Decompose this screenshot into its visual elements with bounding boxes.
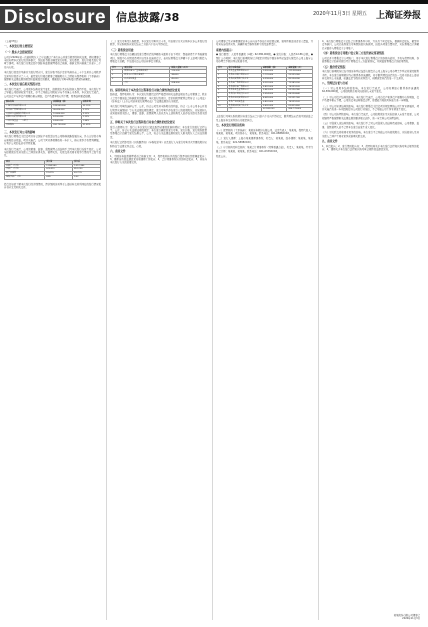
column-divider (106, 40, 107, 620)
announcement-signature (394, 614, 420, 620)
table-cell: 7 (217, 93, 228, 97)
body-paragraph: 本次发行的定价基准日为发行期首日，发行价格不低于定价基准日前二十个交易日公司股票交易均价的百分之八十。最终发行价格由董事会根据股东大会授权与保荐机构（主承销商）按照相关法律法规的规定和监管部门的要求，根据发行对象申购报价情况协商确定。 (4, 71, 101, 82)
body-paragraph: 1、验资报告；2、发行情况报告书；3、保荐机构关于本次发行过程和认购对象合规性的报告；4、律师关于本次发行过程和认购对象合规性的法律意见书。 (322, 144, 419, 151)
table-cell: 9.11% (81, 108, 100, 112)
table-cell: 5 (217, 85, 228, 89)
table-row (111, 81, 207, 85)
table-cell: 6 (217, 89, 228, 93)
body-paragraph: 投资者如欲了解本次发行的详细情况，请仔细阅读刊登于上海证券交易所网站的发行情况报告书全文及相关文件。 (4, 182, 101, 190)
table-header-cell: 持股比例 (81, 101, 100, 105)
table-cell: 资产负债率 (5, 172, 45, 176)
text-column-1 (4, 40, 101, 620)
table-cell: 智能制造生产基地建设项目 (123, 70, 170, 74)
table-cell: 74,999,520 (287, 100, 313, 104)
table-cell (111, 81, 123, 85)
section-heading: 三、本次发行对公司的影响 (4, 130, 36, 134)
table-cell: 香港中央结算有限公司 (5, 116, 52, 120)
table-cell: 某某投资管理合伙企业 (227, 78, 261, 82)
body-paragraph: （三）审计机构及验资机构：某某会计师事务所（特殊普通合伙）。负责人：某某某。签字注册会计师：某某某、某某某。联系电话：021-6333XXXX。 (216, 146, 313, 153)
table-cell: 某某资产管理有限公司 (227, 81, 261, 85)
table-cell: 全国社保基金一一八组合 (5, 120, 52, 124)
table-cell: 10 (217, 104, 228, 108)
table-cell: 51.65% (81, 124, 100, 128)
table-header-cell: 序号 (111, 66, 123, 70)
table-cell: 2 (217, 74, 228, 78)
body-paragraph: 本次发行过程涉及的《认购邀请书》《申购报价单》以及发行人与发行对象正式签署的股份认购协议等法律文件合法、有效。 (110, 141, 207, 148)
table-row (217, 78, 313, 82)
table-cell (217, 108, 228, 112)
table-cell: 6,220,000 (261, 81, 286, 85)
table-cell: 中国证券金融股份有限公司 (5, 112, 52, 116)
masthead-top-bar (0, 0, 428, 4)
text-column-4 (322, 40, 419, 620)
body-paragraph: 特此公告。 (216, 155, 228, 159)
table-row (5, 105, 101, 109)
table-cell: 3 (111, 78, 123, 82)
table-cell: 研发中心升级改造项目 (123, 74, 170, 78)
section-heading: 五、律师关于本次发行过程和发行对象合规性的结论意见 (110, 121, 175, 125)
body-paragraph: 本次发行募集资金总额扣除发行费用后的净额将全部用于以下项目：智能制造生产基地建设项目、研发中心升级改造项目以及补充流动资金。若实际募集资金净额少于上述项目拟投入募集资金总额，不足部分由公司以自筹资金解决。 (110, 53, 207, 64)
section-heading: （四）募集资金专用账户设立和三方监管协议签署情况 (322, 52, 385, 56)
table-cell: 2.23% (81, 116, 100, 120)
section-heading: 二、本次发行前后相关情况对比 (4, 83, 41, 87)
column-divider (318, 40, 319, 620)
table-cell: 12,860,000 (52, 112, 82, 116)
body-paragraph: （二）发行人律师：上海市某某律师事务所。负责人：某某某。经办律师：某某某、某某某。联系电话：021-5888XXXX。 (216, 137, 313, 144)
table-cell: 3 (217, 78, 228, 82)
table-cell: 6,540,000 (52, 120, 82, 124)
table-header-cell: 持股数量（股） (52, 101, 82, 105)
body-paragraph: 上述发行对象认购的股份自发行结束之日起六个月内不得转让，限售期结束后按中国证监会及上海证券交易所的有关规定执行。 (216, 115, 313, 122)
table-row (217, 97, 313, 101)
table-cell: 某某私募基金管理公司 (227, 89, 261, 93)
table-cell: 合计 (123, 81, 170, 85)
table-cell: 74,999,520 (287, 85, 313, 89)
table-cell: 208,600 (170, 81, 207, 85)
section-heading: （五）股份登记情况 (322, 65, 346, 69)
signature-company: 某某股份有限公司董事会 (393, 614, 420, 617)
table-cell: 89,994,280 (287, 78, 313, 82)
table-row (217, 93, 313, 97)
table-cell: 9 (217, 100, 228, 104)
table-cell: 某某创业投资有限公司 (227, 97, 261, 101)
table-cell: 1 (111, 70, 123, 74)
table-cell: 某某产业投资基金 (227, 100, 261, 104)
table-cell: 64,994,440 (287, 93, 313, 97)
table-cell: 2 (111, 74, 123, 78)
table-cell: 36,420,000 (52, 108, 82, 112)
table-cell: 8 (217, 97, 228, 101)
body-paragraph: （二）发行对象及认购数量。本次发行对象共计十名，均以现金方式认购本次非公开发行的股票，所认购股份自发行结束之日起六个月内不得转让。 (110, 40, 207, 47)
table-cell: 5,430,000 (261, 104, 286, 108)
table-cell: 某某基金管理有限公司 (227, 70, 261, 74)
table-cell: 总资产（万元） (5, 164, 45, 168)
body-paragraph: （上接37版） (4, 40, 19, 43)
table-header-cell: 获配金额（元） (287, 66, 313, 70)
table-cell: 804,778,800 (287, 108, 313, 112)
section-heading: （一）股东大会授权情况 (4, 51, 33, 54)
table-cell: 其他股东 (5, 124, 52, 128)
table-row (217, 81, 313, 85)
table-cell: 5,443,000 (261, 89, 286, 93)
section-heading: 重要内容提示： (216, 48, 235, 52)
issue-date: 2020年11月3日 星期五 (313, 11, 367, 17)
data-table (110, 66, 207, 86)
table-cell: 5.62 (73, 176, 101, 180)
body-paragraph: 发行人律师认为：发行人本次发行已依法取得必要的批准和授权；本次发行的发行过程公平、公正，符合有关法律法规的规定；本次发行确定的发行对象、发行价格、发行股份数量及募集资金总额等发行结果公平、公正，符合有关法律法规和发行人相关股东大会决议的规定。 (110, 125, 207, 139)
table-row (217, 100, 313, 104)
table-cell: 上海某某投资有限公司 (5, 105, 52, 109)
table-row (5, 176, 101, 180)
masthead (0, 0, 428, 36)
table-cell: 128,500,000 (52, 105, 82, 109)
section-heading: 七、本次发行的相关机构 (216, 124, 245, 127)
text-column-3 (216, 40, 313, 620)
table-cell: 9,330,000 (261, 70, 286, 74)
table-cell: 7,776,000 (261, 74, 286, 78)
body-paragraph: （六）对关联交易和同业竞争的影响。本次发行不会导致公司与控股股东、实际控制人及其关联人之间产生同业竞争或新增关联交易。 (322, 131, 419, 138)
body-paragraph: （一）对公司股本结构的影响。本次发行完成后，公司将增加有限售条件流通股62,580,000股，公司控股股东和实际控制人未发生变化。 (322, 87, 419, 94)
body-paragraph: 经核查，保荐机构认为：本次发行的组织过程严格遵守相关法律法规以及公司董事会、股东大会及中国证监会核准批复的要求；本次发行的竞价、定价和股票配售过程符合《公司法》《证券法》《上市公司证券发行管理办法》等法律法规的有关规定。 (110, 93, 207, 104)
table-header-cell: 发行后 (73, 160, 101, 164)
table-cell: 8,930,000 (52, 116, 82, 120)
section-heading: 一、本次发行的主要情况 (4, 45, 33, 49)
body-paragraph: （四）对公司治理的影响。本次发行完成后，公司控股股东及实际控制人未发生变更，公司将继续严格按照相关法律法规的要求规范运作，进一步完善公司治理结构。 (322, 113, 419, 120)
table-cell: 38,600 (170, 74, 207, 78)
table-cell: 某某证券股份有限公司 (227, 74, 261, 78)
newspaper-name: 上海证券报 (376, 11, 422, 21)
table-header-cell: 发行对象名称 (227, 66, 261, 70)
table-cell: 每股净资产（元） (5, 176, 45, 180)
body-paragraph: 本次发行对象的选择公平、公正，符合公司及其全体股东的利益，符合《上市公司非公开发行股票实施细则》等有关法律法规的规定。发行对象不存在发行人的控股股东、实际控制人或其控制的关联人、董事、监事、高级管理人员以及与上述机构及人员存在关联关系的关联方。 (110, 105, 207, 119)
table-cell: 合计 (227, 108, 261, 112)
masthead-rule (0, 32, 428, 33)
table-cell: 51.47% (45, 172, 73, 176)
table-cell: 99,999,360 (287, 74, 313, 78)
table-cell: 32.15% (81, 105, 100, 109)
signature-date: 2020年11月3日 (402, 617, 420, 620)
table-row (5, 108, 101, 112)
table-cell: 59,991,900 (287, 97, 313, 101)
body-paragraph: 本次发行募集资金投资项目符合国家产业政策以及公司整体战略发展方向，具有良好的市场前景和经济效益。项目实施后，公司主营业务规模将进一步扩大，核心竞争力将得到增强，有利于公司的长远可持续发展。 (4, 135, 101, 146)
table-cell: 851,230 (73, 168, 101, 172)
body-paragraph: 公司已开立募集资金专项账户，用于本次发行募集资金的存储与使用，并将与保荐机构、存放募集资金的商业银行签订募集资金三方监管协议，共同监督募集资金的使用情况。 (322, 56, 419, 64)
table-cell: 4 (217, 81, 228, 85)
table-cell: 6,998,000 (261, 78, 286, 82)
table-cell: 净资产（万元） (5, 168, 45, 172)
section-heading: （三）募集资金用途 (110, 48, 134, 52)
data-table (4, 100, 101, 128)
data-table (216, 66, 313, 113)
text-column-2 (110, 40, 207, 620)
table-header-cell: 拟投入金额（万元） (170, 66, 207, 70)
body-paragraph: 公司董事会及全体董事保证本公告内容不存在任何虚假记载、误导性陈述或者重大遗漏，并对其内容的真实性、准确性和完整性承担个别及连带责任。 (216, 40, 313, 47)
table-cell: 补充流动资金 (123, 78, 170, 82)
table-cell: 1.64% (81, 120, 100, 124)
table-cell: 206,750,000 (52, 124, 82, 128)
body-paragraph: 1、中国证券监督管理委员会核准文件；2、保荐机构出具的发行保荐书和尽职调查报告；3、律师出具的法律意见书和律师工作报告；4、会计师事务所出具的验资报告；5、其他与本次发行有关的重要文件。 (110, 154, 207, 165)
table-cell: 623,410 (45, 168, 73, 172)
table-header-cell: 获配股数（股） (261, 66, 286, 70)
body-paragraph: 本次发行完成后，公司的董事、监事、高级管理人员结构不会因本次发行而发生变化。公司与控股股东及其关联人之间的业务关系、管理关系、关联交易及同业竞争等情况不会发生变化。 (4, 147, 101, 158)
body-paragraph: 本次发行新增股份已在中国证券登记结算有限责任公司上海分公司办理完毕登记托管及限售手续。本次发行新增股份为有限售条件流通股，将于限售期届满后的次一交易日起在上海证券交易所上市流通，如遇法定节假日或休息日，则顺延至其后的第一个交易日。 (322, 70, 419, 81)
table-row (5, 120, 101, 124)
table-cell: 5,054,000 (261, 93, 286, 97)
table-cell: 1 (217, 70, 228, 74)
section-heading: 九、备查文件 (322, 139, 338, 143)
body-paragraph: 公司于2020年第一次临时股东大会审议通过了本次非公开发行股票的相关议案，授权董事会全权办理本次发行的具体事宜，包括但不限于确定发行时机、发行数量、发行价格及发行对象等事项。本次发行方案已经中国证券监督管理委员会核准，核准文件自核准之日起十二个月内有效。 (4, 55, 101, 69)
table-cell: 69,996,980 (287, 89, 313, 93)
table-cell: 69,829,800 (287, 104, 313, 108)
section-heading: 六、备查文件 (110, 150, 126, 154)
disclosure-logo: Disclosure (0, 6, 110, 30)
body-paragraph: （一）保荐机构（主承销商）：某某证券股份有限公司。法定代表人：某某某。保荐代表人：某某某、某某某。项目协办人：某某某。联系电话：021-6888XXXX。 (216, 128, 313, 135)
table-header-cell: 股东名称 (5, 101, 52, 105)
table-cell: 5,832,000 (261, 85, 286, 89)
table-cell: 79,989,200 (287, 81, 313, 85)
body-paragraph: 4、本次发行募集资金已经会计师事务所审验，并出具了验资报告。根据验资报告，截至验资基准日，公司已收到发行对象缴纳的认购款项，扣除各项发行费用后，实际募集资金净额已全部存入募集资金专用账户。 (322, 40, 419, 50)
table-header-cell: 项目名称 (123, 66, 170, 70)
table-row (217, 74, 313, 78)
table-cell: 某某股权投资合伙企业 (227, 104, 261, 108)
section-title: 信息披露/38 (116, 11, 180, 24)
table-header-cell: 发行前 (45, 160, 73, 164)
body-paragraph: 本次发行完成后，公司股本结构将发生变化，控股股东及实际控制人保持不变。本次发行不会导致公司控制权发生变化，亦不会导致公司股权分布不具备上市条件。本次发行完成后，公司总资产与净资产规模将相应增加，资产负债率将有所下降，财务结构更趋稳健。 (4, 88, 101, 98)
table-cell: 45,000 (170, 78, 207, 82)
table-cell: 62,580,000 (261, 108, 286, 112)
table-header-cell: 项目 (5, 160, 45, 164)
table-cell: 125,000 (170, 70, 207, 74)
section-heading: 八、管理层讨论与分析 (322, 82, 348, 86)
table-cell: 4.85 (45, 176, 73, 180)
table-cell: 某某信托有限责任公司 (227, 93, 261, 97)
table-cell: 1,512,380 (73, 164, 101, 168)
table-cell: 43.72% (73, 172, 101, 176)
table-cell: 1,284,560 (45, 164, 73, 168)
body-paragraph: （二）对公司资产结构的影响。本次发行完成后，公司总资产和净资产规模均有所增加，资产负债率相应下降，公司的资本结构更趋合理，偿债能力和抗风险能力进一步增强。 (322, 95, 419, 103)
table-cell: 3.22% (81, 112, 100, 116)
table-cell: 某某保险资产管理公司 (227, 85, 261, 89)
body-paragraph: ● 发行数量：人民币普通股（A股）62,580,000股。● 发行价格：人民币12.86元/股。● 预计上市时间：本次发行新增股份已于规定日期在中国证券登记结算有限责任公司上海分公司办理完毕股份登记托管手续。 (216, 53, 313, 64)
section-heading: 四、保荐机构关于本次发行过程和发行对象合规性的结论意见 (110, 88, 181, 92)
table-cell: 5,832,000 (261, 100, 286, 104)
table-cell: 4,665,000 (261, 97, 286, 101)
table-header-cell: 序号 (217, 66, 228, 70)
table-row (5, 124, 101, 128)
body-paragraph: （五）对高管人员结构的影响。本次发行不会对公司高管人员结构造成影响，公司董事、监事、高级管理人员不会因本次发行而发生重大变化。 (322, 122, 419, 129)
body-paragraph: （三）对公司业务结构的影响。本次发行募集资金投资项目紧密围绕公司主营业务展开，项目实施后将进一步巩固和提升公司的行业地位，不会导致公司主营业务发生变化。 (322, 104, 419, 112)
table-cell: 119,983,800 (287, 70, 313, 74)
table-row (217, 108, 313, 112)
table-cell: 某某资产管理有限公司 (5, 108, 52, 112)
column-divider (212, 40, 213, 620)
data-table (4, 160, 101, 180)
